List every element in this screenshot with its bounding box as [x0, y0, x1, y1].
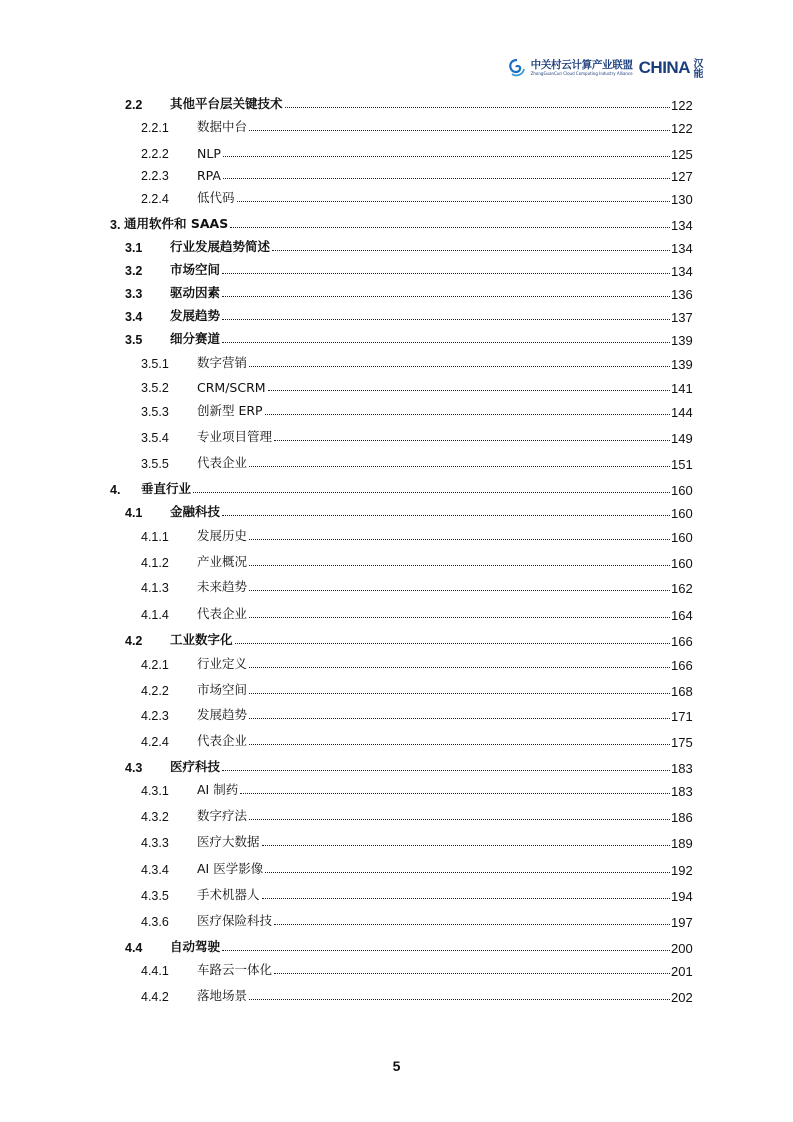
toc-entry-page: 197	[671, 915, 693, 930]
toc-entry-page: 160	[671, 483, 693, 498]
toc-entry-title	[141, 479, 671, 497]
toc-dot-leader	[274, 440, 670, 441]
toc-entry-title-text: 数据中台	[197, 119, 248, 134]
toc-entry-number: 4.2.2	[141, 684, 169, 698]
toc-entry-title	[197, 705, 671, 723]
toc-entry-title-text: 医疗保险科技	[197, 913, 273, 928]
toc-entry-number: 4.1.3	[141, 581, 169, 595]
toc-dot-leader	[222, 770, 670, 771]
toc-entry-number: 4.3	[125, 761, 143, 775]
toc-entry-page: 160	[671, 556, 693, 571]
toc-entry-title-text: 通用软件和 SAAS	[124, 216, 229, 231]
toc-entry-number: 3.4	[125, 310, 143, 324]
toc-entry-title	[197, 526, 671, 544]
toc-entry-title	[197, 188, 671, 206]
toc-dot-leader	[222, 296, 670, 297]
toc-entry-number: 4.2.3	[141, 709, 169, 723]
toc-entry-page: 136	[671, 287, 693, 302]
toc-entry-number: 2.2.1	[141, 121, 169, 135]
toc-entry-number: 3.2	[125, 264, 143, 278]
toc-entry[interactable]	[0, 378, 793, 398]
toc-entry-title-text: 未来趋势	[197, 579, 248, 594]
toc-entry[interactable]	[0, 605, 793, 625]
toc-entry-page: 194	[671, 889, 693, 904]
toc-entry-title	[197, 552, 671, 570]
toc-dot-leader	[249, 617, 670, 618]
toc-dot-leader	[249, 819, 670, 820]
toc-entry-title-text: 代表企业	[197, 733, 248, 748]
toc-entry-title-text: 工业数字化	[170, 632, 233, 647]
toc-dot-leader	[249, 744, 670, 745]
toc-entry[interactable]	[0, 261, 793, 281]
toc-dot-leader	[249, 565, 670, 566]
toc-entry[interactable]	[0, 503, 793, 523]
toc-entry-title-text: 发展趋势	[197, 707, 248, 722]
toc-entry[interactable]	[0, 631, 793, 651]
toc-entry-page: 144	[671, 405, 693, 420]
toc-entry[interactable]	[0, 655, 793, 675]
toc-entry-title-text: 行业发展趋势简述	[170, 239, 271, 254]
toc-dot-leader	[268, 390, 670, 391]
toc-entry-page: 201	[671, 964, 693, 979]
toc-dot-leader	[222, 950, 670, 951]
toc-dot-leader	[249, 999, 670, 1000]
toc-entry-number: 4.1.4	[141, 608, 169, 622]
toc-entry-title	[197, 117, 671, 135]
toc-entry-title	[197, 885, 671, 903]
toc-entry-page: 183	[671, 761, 693, 776]
toc-entry-number: 3.3	[125, 287, 143, 301]
toc-dot-leader	[223, 156, 670, 157]
toc-entry-title-text: 市场空间	[197, 682, 248, 697]
toc-entry-number: 3.5.3	[141, 405, 169, 419]
toc-entry-title	[197, 427, 671, 445]
toc-entry-title	[197, 453, 671, 471]
toc-dot-leader	[249, 466, 670, 467]
toc-entry[interactable]	[0, 189, 793, 209]
toc-entry[interactable]	[0, 330, 793, 350]
toc-entry[interactable]	[0, 758, 793, 778]
toc-dot-leader	[249, 590, 670, 591]
toc-entry[interactable]	[0, 987, 793, 1007]
toc-entry-number: 2.2.4	[141, 192, 169, 206]
toc-entry-page: 166	[671, 634, 693, 649]
toc-entry-number: 3.5.5	[141, 457, 169, 471]
toc-entry[interactable]	[0, 886, 793, 906]
toc-entry-title-text: 代表企业	[197, 455, 248, 470]
toc-entry-title	[197, 911, 671, 929]
alliance-name-en: ZhongGuanCun Cloud Computing Industry Alliance	[530, 71, 633, 77]
toc-entry-number: 2.2.2	[141, 147, 169, 161]
toc-entry-title-text: 驱动因素	[170, 285, 221, 300]
toc-entry-page: 134	[671, 218, 693, 233]
toc-entry-page: 164	[671, 608, 693, 623]
toc-dot-leader	[223, 178, 670, 179]
toc-entry-title	[197, 960, 671, 978]
toc-entry-number: 4.2.1	[141, 658, 169, 672]
toc-entry-title	[197, 604, 671, 622]
toc-entry-title	[197, 986, 671, 1004]
page-header	[507, 50, 701, 86]
toc-entry-title	[170, 329, 671, 347]
toc-entry-number: 4.3.4	[141, 863, 169, 877]
toc-entry-title	[197, 577, 671, 595]
toc-entry[interactable]	[0, 578, 793, 598]
toc-entry-title	[170, 937, 671, 955]
toc-entry[interactable]	[0, 118, 793, 138]
toc-entry-number: 4.2	[125, 634, 143, 648]
toc-dot-leader	[274, 924, 670, 925]
toc-entry-title	[197, 780, 671, 798]
toc-dot-leader	[265, 872, 670, 873]
toc-dot-leader	[222, 319, 670, 320]
toc-entry-number: 2.2	[125, 98, 143, 112]
toc-entry-title-text: 数字营销	[197, 355, 248, 370]
toc-entry-number: 3.5	[125, 333, 143, 347]
toc-entry-title-text: 数字疗法	[197, 808, 248, 823]
toc-entry[interactable]	[0, 480, 793, 500]
toc-entry-title-text: RPA	[197, 168, 221, 183]
toc-entry-number: 4.3.5	[141, 889, 169, 903]
china-logo-text: CHINA	[638, 58, 690, 77]
toc-entry-page: 175	[671, 735, 693, 750]
toc-entry-page: 141	[671, 381, 693, 396]
toc-entry-title	[124, 214, 671, 232]
toc-entry-number: 4.3.2	[141, 810, 169, 824]
toc-entry-title-text: 金融科技	[170, 504, 221, 519]
toc-entry-title	[170, 94, 671, 112]
toc-entry[interactable]	[0, 354, 793, 374]
toc-entry-title-text: AI 制药	[197, 782, 239, 797]
toc-entry-page: 134	[671, 241, 693, 256]
toc-entry-page: 183	[671, 784, 693, 799]
toc-entry-number: 4.3.3	[141, 836, 169, 850]
toc-entry[interactable]	[0, 307, 793, 327]
toc-dot-leader	[249, 667, 670, 668]
toc-entry-title-text: 发展历史	[197, 528, 248, 543]
toc-entry-title	[197, 353, 671, 371]
toc-entry-number: 2.2.3	[141, 169, 169, 183]
toc-entry-title	[170, 283, 671, 301]
toc-entry-title-text: 车路云一体化	[197, 962, 273, 977]
toc-entry[interactable]	[0, 681, 793, 701]
toc-entry-number: 4.4	[125, 941, 143, 955]
toc-dot-leader	[249, 539, 670, 540]
page-number: 5	[392, 1058, 401, 1074]
toc-entry-title	[197, 146, 671, 161]
toc-entry-title-text: 细分赛道	[170, 331, 221, 346]
toc-entry-title-text: 发展趋势	[170, 308, 221, 323]
toc-entry-number: 3.	[110, 218, 121, 232]
toc-entry-title	[197, 832, 671, 850]
toc-entry[interactable]	[0, 938, 793, 958]
toc-entry-title-text: 自动驾驶	[170, 939, 221, 954]
toc-entry[interactable]	[0, 833, 793, 853]
toc-entry-number: 4.1.2	[141, 556, 169, 570]
swirl-logo-icon	[507, 58, 527, 78]
toc-entry-title	[197, 680, 671, 698]
toc-entry-title-text: 落地场景	[197, 988, 248, 1003]
toc-entry-number: 4.2.4	[141, 735, 169, 749]
toc-entry-title	[197, 401, 671, 419]
toc-entry-page: 122	[671, 98, 693, 113]
toc-entry-title	[197, 806, 671, 824]
toc-entry[interactable]	[0, 166, 793, 186]
toc-entry-title	[197, 380, 671, 395]
toc-entry-title	[197, 731, 671, 749]
toc-entry-title-text: 手术机器人	[197, 887, 260, 902]
toc-entry[interactable]	[0, 215, 793, 235]
toc-entry-number: 4.	[110, 483, 121, 497]
toc-dot-leader	[235, 643, 670, 644]
toc-entry-page: 171	[671, 709, 693, 724]
hanneng-logo-text: 汉能	[691, 58, 702, 78]
toc-entry-number: 3.1	[125, 241, 143, 255]
toc-entry-title-text: 其他平台层关键技术	[170, 96, 283, 111]
toc-entry-title-text: 垂直行业	[141, 481, 192, 496]
toc-entry[interactable]	[0, 428, 793, 448]
toc-entry-title	[170, 502, 671, 520]
toc-entry-title	[170, 630, 671, 648]
toc-entry-page: 137	[671, 310, 693, 325]
toc-dot-leader	[230, 227, 670, 228]
toc-entry[interactable]	[0, 144, 793, 164]
toc-entry-title-text: AI 医学影像	[197, 861, 264, 876]
toc-entry-page: 202	[671, 990, 693, 1005]
toc-entry-page: 134	[671, 264, 693, 279]
toc-entry-number: 4.3.6	[141, 915, 169, 929]
toc-entry-page: 168	[671, 684, 693, 699]
toc-entry-title-text: 产业概况	[197, 554, 248, 569]
toc-entry[interactable]	[0, 807, 793, 827]
toc-dot-leader	[262, 898, 670, 899]
toc-entry-page: 127	[671, 169, 693, 184]
toc-entry-title	[170, 260, 671, 278]
toc-entry-title-text: 行业定义	[197, 656, 248, 671]
toc-entry-title-text: 低代码	[197, 190, 235, 205]
toc-dot-leader	[222, 342, 670, 343]
china-hanneng-logo	[639, 58, 701, 78]
alliance-name-cn: 中关村云计算产业联盟	[530, 58, 633, 71]
toc-entry-number: 4.4.1	[141, 964, 169, 978]
toc-dot-leader	[249, 130, 670, 131]
toc-entry[interactable]	[0, 961, 793, 981]
toc-entry-title	[197, 654, 671, 672]
toc-entry[interactable]	[0, 454, 793, 474]
toc-entry-page: 192	[671, 863, 693, 878]
toc-entry-title-text: 医疗大数据	[197, 834, 260, 849]
toc-entry-number: 4.1	[125, 506, 143, 520]
toc-entry-number: 3.5.1	[141, 357, 169, 371]
toc-entry-title-text: CRM/SCRM	[197, 380, 266, 395]
toc-entry-title-text: 代表企业	[197, 606, 248, 621]
toc-dot-leader	[240, 793, 670, 794]
toc-entry-page: 149	[671, 431, 693, 446]
toc-entry-title-text: NLP	[197, 146, 221, 161]
toc-entry[interactable]	[0, 284, 793, 304]
toc-entry[interactable]	[0, 912, 793, 932]
toc-entry-page: 166	[671, 658, 693, 673]
toc-dot-leader	[285, 107, 670, 108]
toc-entry-number: 4.4.2	[141, 990, 169, 1004]
toc-entry[interactable]	[0, 860, 793, 880]
toc-entry-page: 122	[671, 121, 693, 136]
toc-entry-title	[170, 237, 671, 255]
toc-entry-title-text: 医疗科技	[170, 759, 221, 774]
toc-entry[interactable]	[0, 95, 793, 115]
toc-entry-title	[197, 168, 671, 183]
toc-entry[interactable]	[0, 732, 793, 752]
toc-entry-title	[197, 859, 671, 877]
toc-dot-leader	[272, 250, 670, 251]
toc-dot-leader	[249, 366, 670, 367]
toc-entry-number: 4.3.1	[141, 784, 169, 798]
toc-entry-number: 4.1.1	[141, 530, 169, 544]
toc-entry-number: 3.5.4	[141, 431, 169, 445]
toc-entry[interactable]	[0, 781, 793, 801]
toc-entry-page: 160	[671, 506, 693, 521]
toc-entry-page: 151	[671, 457, 693, 472]
toc-dot-leader	[237, 201, 670, 202]
toc-dot-leader	[262, 845, 670, 846]
toc-dot-leader	[222, 515, 670, 516]
toc-entry[interactable]	[0, 238, 793, 258]
zgc-cloud-alliance-logo	[507, 58, 633, 78]
toc-entry-title-text: 创新型 ERP	[197, 403, 263, 418]
toc-entry-page: 162	[671, 581, 693, 596]
toc-entry[interactable]	[0, 553, 793, 573]
toc-entry-title	[170, 757, 671, 775]
toc-entry-page: 125	[671, 147, 693, 162]
toc-entry[interactable]	[0, 402, 793, 422]
toc-entry[interactable]	[0, 527, 793, 547]
toc-entry-page: 130	[671, 192, 693, 207]
toc-entry-page: 160	[671, 530, 693, 545]
toc-dot-leader	[265, 414, 670, 415]
toc-entry-title-text: 市场空间	[170, 262, 221, 277]
toc-entry-number: 3.5.2	[141, 381, 169, 395]
toc-entry-title	[170, 306, 671, 324]
toc-entry-page: 189	[671, 836, 693, 851]
toc-entry-page: 186	[671, 810, 693, 825]
toc-entry-title-text: 专业项目管理	[197, 429, 273, 444]
toc-dot-leader	[249, 718, 670, 719]
toc-dot-leader	[249, 693, 670, 694]
toc-dot-leader	[274, 973, 670, 974]
toc-entry[interactable]	[0, 706, 793, 726]
toc-dot-leader	[222, 273, 670, 274]
toc-entry-page: 139	[671, 357, 693, 372]
toc-dot-leader	[193, 492, 670, 493]
toc-entry-page: 200	[671, 941, 693, 956]
toc-entry-page: 139	[671, 333, 693, 348]
